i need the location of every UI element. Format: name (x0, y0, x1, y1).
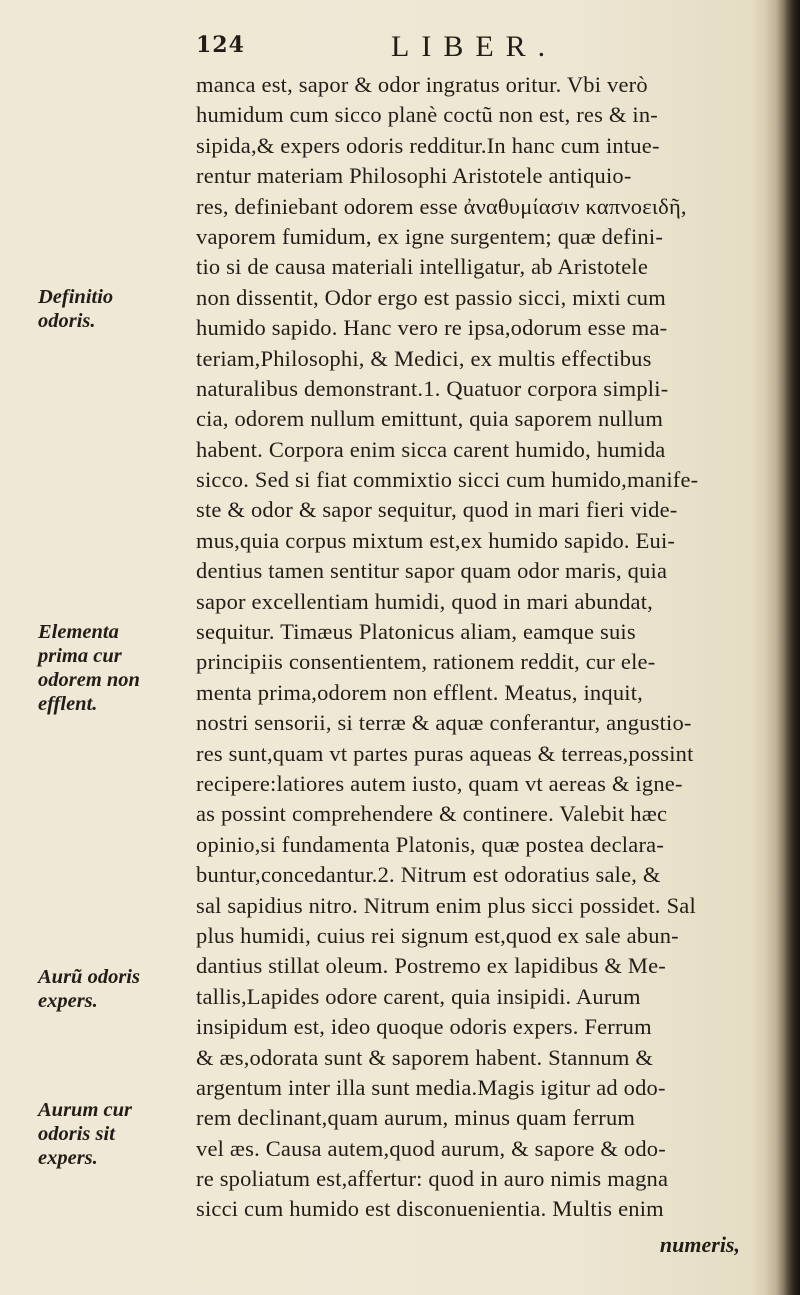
text-line: sicci cum humido est disconuenientia. Multis enim (196, 1196, 664, 1222)
text-line: vel æs. Causa autem,quod aurum, & sapore & odo- (196, 1135, 666, 1161)
text-line: sipida,& expers odoris redditur.In hanc cum intue- (196, 132, 660, 158)
margin-note-aurum-expers (38, 965, 188, 1013)
text-line: nostri sensorii, si terræ & aquæ conferantur, angustio- (196, 710, 692, 736)
text-line: humidum cum sicco planè coctũ non est, res & in- (196, 102, 658, 128)
text-line: rentur materiam Philosophi Aristotele antiquio- (196, 163, 632, 189)
text-line: dantius stillat oleum. Postremo ex lapidibus & Me- (196, 953, 666, 979)
text-line: teriam,Philosophi, & Medici, ex multis effectibus (196, 345, 652, 371)
text-line: sicco. Sed si fiat commixtio sicci cum humido,manife- (196, 467, 699, 493)
text-line: ste & odor & sapor sequitur, quod in mari fieri vide- (196, 497, 678, 523)
margin-note-line: odoris sit (38, 1123, 115, 1145)
main-text-block (196, 70, 766, 1225)
page-number: 124 (196, 32, 245, 58)
text-line: vaporem fumidum, ex igne surgentem; quæ defini- (196, 223, 664, 249)
text-line: manca est, sapor & odor ingratus oritur. Vbi verò (196, 72, 648, 97)
text-line: naturalibus demonstrant.1. Quatuor corpora simpli- (196, 375, 669, 401)
text-line: res sunt,quam vt partes puras aqueas & terreas,possint (196, 740, 694, 766)
margin-note-aurum-cur (38, 1098, 188, 1170)
page-edge-shadow (764, 0, 800, 1295)
text-line: insipidum est, ideo quoque odoris expers. Ferrum (196, 1014, 652, 1040)
text-line: as possint comprehendere & continere. Valebit hæc (196, 801, 668, 827)
margin-note-elementa (38, 620, 188, 716)
margin-note-definitio-odoris (38, 285, 188, 333)
page-header (196, 28, 756, 68)
catchword: numeris, (659, 1232, 740, 1257)
margin-note-line: efflent. (38, 693, 98, 715)
margin-note-line: Aurũ odoris (38, 966, 140, 988)
text-line: & æs,odorata sunt & saporem habent. Stannum & (196, 1044, 654, 1070)
text-line: humido sapido. Hanc vero re ipsa,odorum esse ma- (196, 315, 668, 341)
text-line: rem declinant,quam aurum, minus quam ferrum (196, 1105, 636, 1131)
text-line: non dissentit, Odor ergo est passio sicci, mixti cum (196, 284, 666, 310)
margin-note-line: Elementa (38, 621, 119, 643)
margin-note-line: expers. (38, 990, 98, 1012)
margin-note-line: Definitio (38, 286, 114, 308)
text-line: plus humidi, cuius rei signum est,quod ex sale abun- (196, 922, 679, 948)
text-line: opinio,si fundamenta Platonis, quæ postea declara- (196, 831, 665, 857)
text-line: tio si de causa materiali intelligatur, ab Aristotele (196, 254, 649, 280)
margin-note-line: odoris. (38, 310, 96, 332)
margin-note-line: odorem non (38, 669, 140, 691)
text-line: re spoliatum est,affertur: quod in auro nimis magna (196, 1166, 669, 1192)
text-line: sal sapidius nitro. Nitrum enim plus sicci possidet. Sal (196, 892, 696, 918)
text-line: menta prima,odorem non efflent. Meatus, inquit, (196, 679, 644, 705)
text-line: mus,quia corpus mixtum est,ex humido sapido. Eui- (196, 527, 676, 553)
margin-note-line: Aurum cur (38, 1099, 133, 1121)
text-line: principiis consentientem, rationem reddit, cur ele- (196, 649, 656, 675)
text-line: sequitur. Timæus Platonicus aliam, eamque suis (196, 619, 636, 645)
text-line: res, definiebant odorem esse ἀναθυμίασιν καπνοειδῆ, (196, 193, 687, 219)
text-line: sapor excellentiam humidi, quod in mari abundat, (196, 588, 653, 614)
running-head: LIBER. (391, 30, 558, 63)
text-line: buntur,concedantur.2. Nitrum est odoratius sale, & (196, 862, 661, 888)
text-line: dentius tamen sentitur sapor quam odor maris, quia (196, 558, 668, 584)
margin-note-line: prima cur (38, 645, 122, 667)
text-line: argentum inter illa sunt media.Magis igitur ad odo- (196, 1074, 666, 1100)
text-line: tallis,Lapides odore carent, quia insipidi. Aurum (196, 983, 641, 1009)
text-line: habent. Corpora enim sicca carent humido, humida (196, 436, 666, 462)
text-line: cia, odorem nullum emittunt, quia saporem nullum (196, 406, 664, 432)
text-line: recipere:latiores autem iusto, quam vt aereas & igne- (196, 770, 683, 796)
margin-note-line: expers. (38, 1147, 98, 1169)
